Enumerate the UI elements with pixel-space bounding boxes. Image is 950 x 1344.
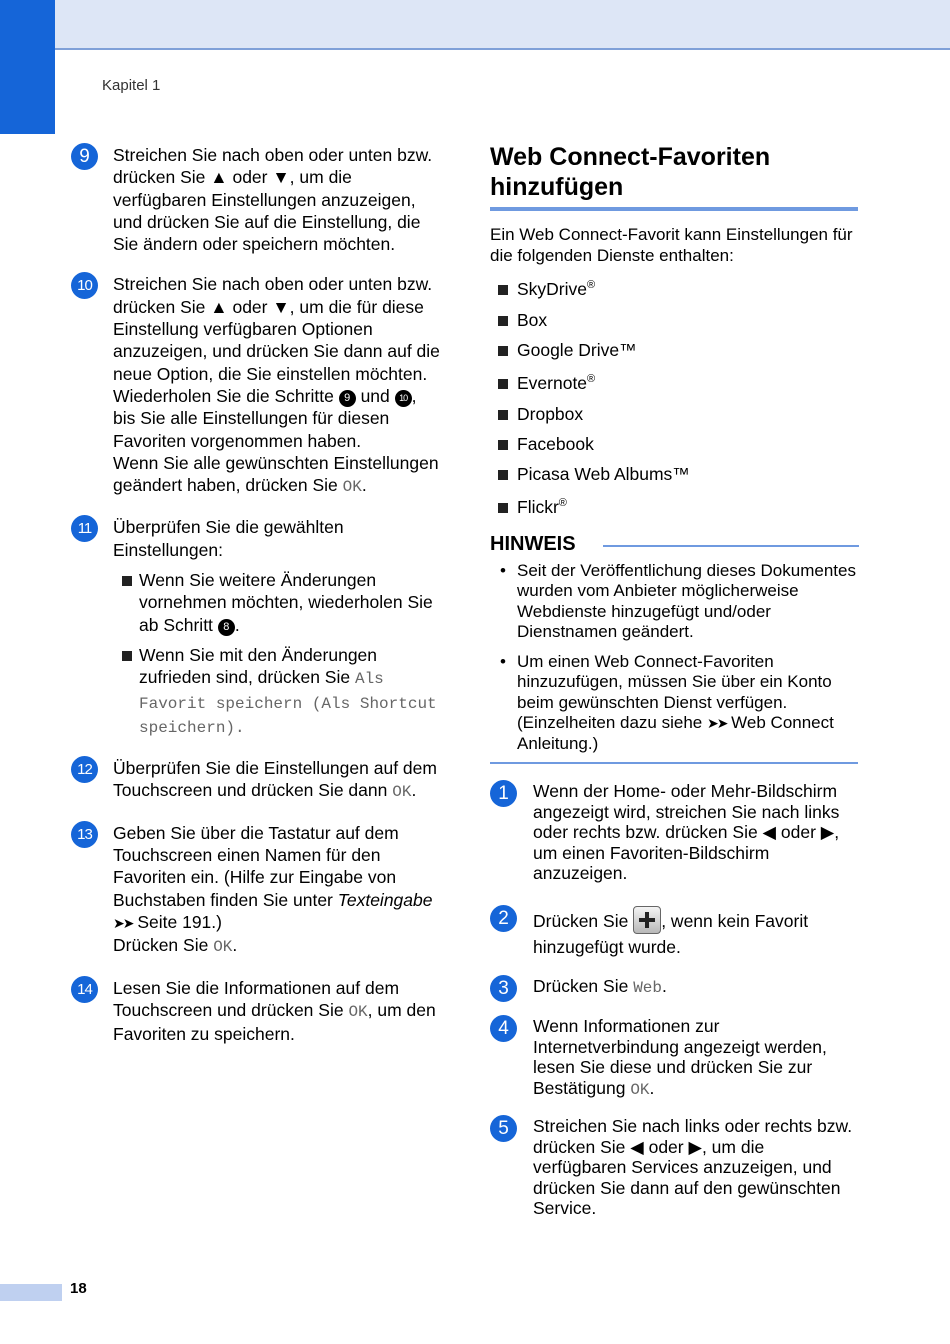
- chapter-tab: [0, 0, 55, 134]
- step-number: 13: [71, 821, 98, 848]
- right-step-4: [490, 1016, 860, 1100]
- step-10: [71, 273, 441, 498]
- step-11: [71, 516, 441, 739]
- step-text: Drücken Sie: [533, 911, 629, 931]
- right-step-3: [490, 976, 860, 999]
- square-bullet-icon: [498, 410, 508, 420]
- ok-key: OK: [392, 783, 412, 802]
- ok-key: OK: [342, 478, 362, 497]
- step-text: Streichen Sie nach oben oder unten bzw. drücken Sie ▲ oder ▼, um die verfügbaren Einstellungen anzuzeigen, und drücken Sie auf die Einstellung, die Sie ändern oder speichern möchten.: [113, 145, 433, 255]
- registered-mark: ®: [587, 279, 596, 292]
- press-text: Drücken Sie: [113, 935, 209, 956]
- plus-button-icon: [633, 906, 661, 934]
- square-bullet-icon: [498, 285, 508, 295]
- registered-mark: ®: [587, 373, 596, 386]
- step-13: [71, 822, 441, 959]
- square-bullet-icon: [498, 440, 508, 450]
- arrow-icon: ➤➤: [706, 715, 727, 732]
- step-text: Wenn der Home- oder Mehr-Bildschirm angezeigt wird, streichen Sie nach links oder rechts bzw. drücken Sie ◀ oder ▶, um einen Favoriten-Bildschirm anzuzeigen.: [533, 781, 840, 883]
- note-text-end: Web Connect Anleitung.): [517, 713, 834, 753]
- step-text-end: , um den Favoriten zu speichern.: [113, 999, 436, 1045]
- arrow-icon: ➤➤: [113, 914, 133, 931]
- step-number: 3: [490, 975, 517, 1002]
- square-bullet-icon: [498, 379, 508, 389]
- chapter-label: Kapitel 1: [102, 77, 161, 94]
- footer-bar: [0, 1284, 62, 1301]
- period: .: [235, 718, 245, 737]
- square-bullet-icon: [498, 316, 508, 326]
- period: .: [411, 780, 417, 801]
- intro-text: Ein Web Connect-Favorit kann Einstellungen für die folgenden Dienste enthalten:: [490, 225, 853, 265]
- step-text: Lesen Sie die Informationen auf dem Touchscreen und drücken Sie: [113, 977, 400, 1020]
- service-name: Picasa Web Albums™: [517, 464, 690, 484]
- step-ref: 8: [218, 619, 235, 636]
- service-name: Dropbox: [517, 404, 584, 424]
- bullet-item: [113, 644, 441, 739]
- step-12: [71, 757, 441, 804]
- button-label-mono: Als Favorit speichern (Als Shortcut speichern): [139, 670, 437, 737]
- web-key: Web: [633, 979, 663, 997]
- bullet-dot: •: [500, 652, 506, 671]
- page-ref: Seite 191.): [137, 911, 222, 932]
- step-14: [71, 977, 441, 1046]
- bullet-dot: •: [500, 561, 506, 580]
- step-text: Streichen Sie nach links oder rechts bzw. drücken Sie ◀ oder ▶, um die verfügbaren Services anzuzeigen, und drücken Sie dann auf den gewünschten Service.: [533, 1116, 853, 1218]
- note-text: Um einen Web Connect-Favoriten hinzuzufügen, müssen Sie über ein Konto beim gewünschten Dienst verfügen. (Einzelheiten dazu siehe: [517, 652, 832, 733]
- period: .: [649, 1077, 655, 1098]
- step-text: Drücken Sie: [533, 976, 629, 996]
- note-rule: [603, 545, 859, 547]
- service-name: Google Drive™: [517, 340, 637, 360]
- ok-key: OK: [630, 1080, 650, 1099]
- note-item: [500, 652, 862, 754]
- service-name: Evernote: [517, 373, 588, 393]
- square-bullet-icon: [498, 346, 508, 356]
- note-item: [500, 561, 862, 643]
- bullet-text: Wenn Sie mit den Änderungen zufrieden sind, drücken Sie: [139, 644, 378, 688]
- step-number: 9: [71, 143, 98, 170]
- note-text: Seit der Veröffentlichung dieses Dokumentes wurden vom Anbieter möglicherweise Webdienste hinzugefügt und/oder Dienstnamen geändert.: [517, 561, 856, 642]
- right-step-2: [490, 906, 860, 960]
- step-text: Überprüfen Sie die gewählten Einstellungen:: [113, 517, 344, 560]
- step-number: 14: [71, 976, 98, 1003]
- period: .: [232, 935, 238, 956]
- step-text: Streichen Sie nach oben oder unten bzw. drücken Sie ▲ oder ▼, um die für diese Einstellung verfügbaren Optionen anzuzeigen, und drücken Sie dann auf die neue Option, die Sie einstellen möchten.: [113, 274, 440, 384]
- step-number: 4: [490, 1015, 517, 1042]
- step-number: 11: [71, 515, 98, 542]
- right-step-5: [490, 1116, 860, 1219]
- period: .: [361, 475, 367, 496]
- step-text: Überprüfen Sie die Einstellungen auf dem Touchscreen und drücken Sie dann: [113, 758, 437, 801]
- step-text: Wenn Informationen zur Internetverbindung angezeigt werden, lesen Sie diese und drücken Sie zur Bestätigung: [533, 1016, 827, 1098]
- step-number: 5: [490, 1115, 517, 1142]
- header-bar: [0, 0, 950, 50]
- page-number: 18: [70, 1280, 87, 1297]
- service-name: SkyDrive: [517, 279, 588, 299]
- step-number: 10: [71, 272, 98, 299]
- square-bullet-icon: [498, 470, 508, 480]
- note-end-rule: [490, 762, 858, 764]
- step-number: 12: [71, 756, 98, 783]
- ok-key: OK: [348, 1002, 368, 1021]
- square-bullet-icon: [122, 576, 132, 586]
- bullet-item: [113, 569, 441, 636]
- reference-italic: Texteingabe: [337, 889, 433, 910]
- note-title: HINWEIS: [490, 533, 576, 555]
- bullet-text: Wenn Sie weitere Änderungen vornehmen möchten, wiederholen Sie ab Schritt: [139, 570, 433, 635]
- and-text: und: [360, 385, 390, 406]
- done-text: Wenn Sie alle gewünschten Einstellungen geändert haben, drücken Sie: [113, 452, 439, 496]
- section-title: Web Connect-Favoriten hinzufügen: [490, 143, 771, 201]
- service-name: Facebook: [517, 434, 594, 454]
- left-column: [71, 144, 441, 1045]
- step-text: Geben Sie über die Tastatur auf dem Touchscreen einen Namen für den Favoriten ein. (Hilfe zur Eingabe von Buchstaben finden Sie unter: [113, 822, 399, 910]
- registered-mark: ®: [558, 497, 567, 510]
- ok-key: OK: [213, 938, 233, 957]
- step-number: 2: [490, 905, 517, 932]
- right-step-1: [490, 781, 860, 884]
- title-underline: [490, 207, 858, 211]
- step-ref: 10: [395, 390, 412, 407]
- step-9: [71, 144, 441, 255]
- service-name: Box: [517, 310, 548, 330]
- period: .: [234, 614, 240, 635]
- step-number: 1: [490, 780, 517, 807]
- repeat-text: Wiederholen Sie die Schritte: [113, 385, 334, 406]
- step-ref: 9: [339, 390, 356, 407]
- service-name: Flickr: [517, 497, 559, 517]
- step-text-end: , wenn kein Favorit hinzugefügt wurde.: [533, 911, 809, 957]
- square-bullet-icon: [498, 503, 508, 513]
- square-bullet-icon: [122, 651, 132, 661]
- repeat-text-end: , bis Sie alle Einstellungen für diesen Favoriten vorgenommen haben.: [113, 385, 417, 451]
- period: .: [662, 976, 667, 996]
